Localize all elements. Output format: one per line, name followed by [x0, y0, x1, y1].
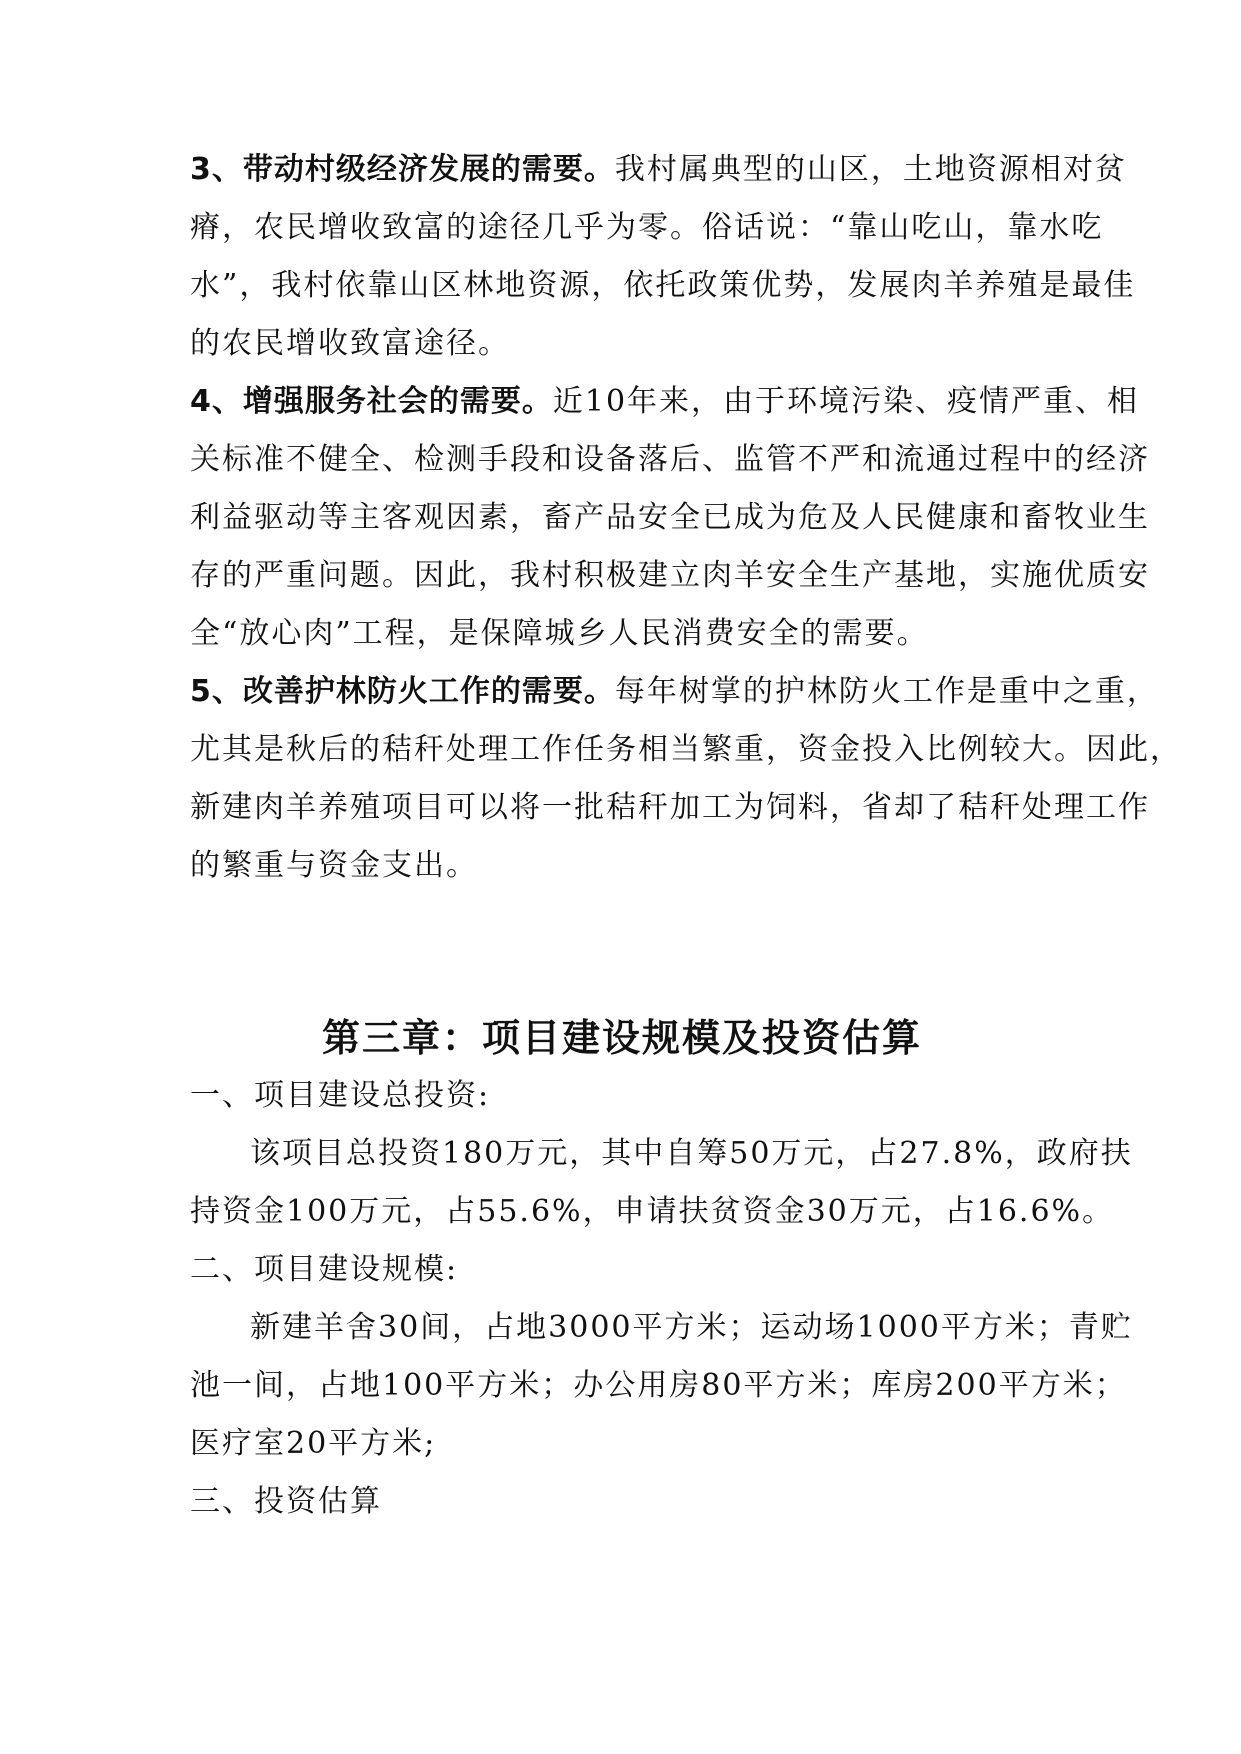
item3-heading: 3、带动村级经济发展的需要。 — [190, 152, 615, 187]
part1-line-2: 持资金100万元，占55.6%，申请扶贫资金30万元，占16.6%。 — [190, 1194, 1115, 1229]
item4-line-5: 全“放心肉”工程，是保障城乡人民消费安全的需要。 — [190, 616, 929, 651]
part2-heading: 二、项目建设规模: — [190, 1252, 459, 1287]
item5-heading: 5、改善护林防火工作的需要。 — [190, 674, 615, 709]
item4-heading: 4、增强服务社会的需要。 — [190, 384, 553, 419]
item3-line-1 — [190, 150, 1127, 190]
item5-line-4: 的繁重与资金支出。 — [190, 848, 478, 883]
part3-heading: 三、投资估算 — [190, 1484, 382, 1519]
item5-text-1: 每年树掌的护林防火工作是重中之重， — [614, 674, 1159, 709]
item4-line-2: 关标准不健全、检测手段和设备落后、监管不严和流通过程中的经济 — [190, 442, 1150, 477]
item5-line-3: 新建肉羊养殖项目可以将一批秸秆加工为饲料，省却了秸秆处理工作 — [190, 790, 1150, 825]
item4-text-1: 近10年来，由于环境污染、疫情严重、相 — [552, 384, 1140, 419]
item3-line-4: 的农民增收致富途径。 — [190, 326, 510, 361]
chapter-title: 第三章：项目建设规模及投资估算 — [321, 1016, 922, 1060]
item5-line-2: 尤其是秋后的秸秆处理工作任务相当繁重，资金投入比例较大。因此， — [190, 732, 1182, 767]
item3-line-3: 水”，我村依靠山区林地资源，依托政策优势，发展肉羊养殖是最佳 — [190, 268, 1136, 303]
item4-line-4: 存的严重问题。因此，我村积极建立肉羊安全生产基地，实施优质安 — [190, 558, 1150, 593]
part2-line-3: 医疗室20平方米; — [190, 1426, 437, 1461]
part1-heading: 一、项目建设总投资: — [190, 1078, 491, 1113]
part2-line-1: 新建羊舍30间，占地3000平方米；运动场1000平方米；青贮 — [250, 1310, 1133, 1345]
part1-line-1: 该项目总投资180万元，其中自筹50万元，占27.8%，政府扶 — [250, 1136, 1133, 1171]
item5-line-1 — [190, 672, 1159, 712]
item4-line-3: 利益驱动等主客观因素，畜产品安全已成为危及人民健康和畜牧业生 — [190, 500, 1150, 535]
part2-line-2: 池一间，占地100平方米；办公用房80平方米；库房200平方米； — [190, 1368, 1127, 1403]
item4-line-1 — [190, 382, 1140, 422]
item3-line-2: 瘠，农民增收致富的途径几乎为零。俗话说：“靠山吃山，靠水吃 — [190, 210, 1104, 245]
item3-text-1: 我村属典型的山区，土地资源相对贫 — [614, 152, 1127, 187]
